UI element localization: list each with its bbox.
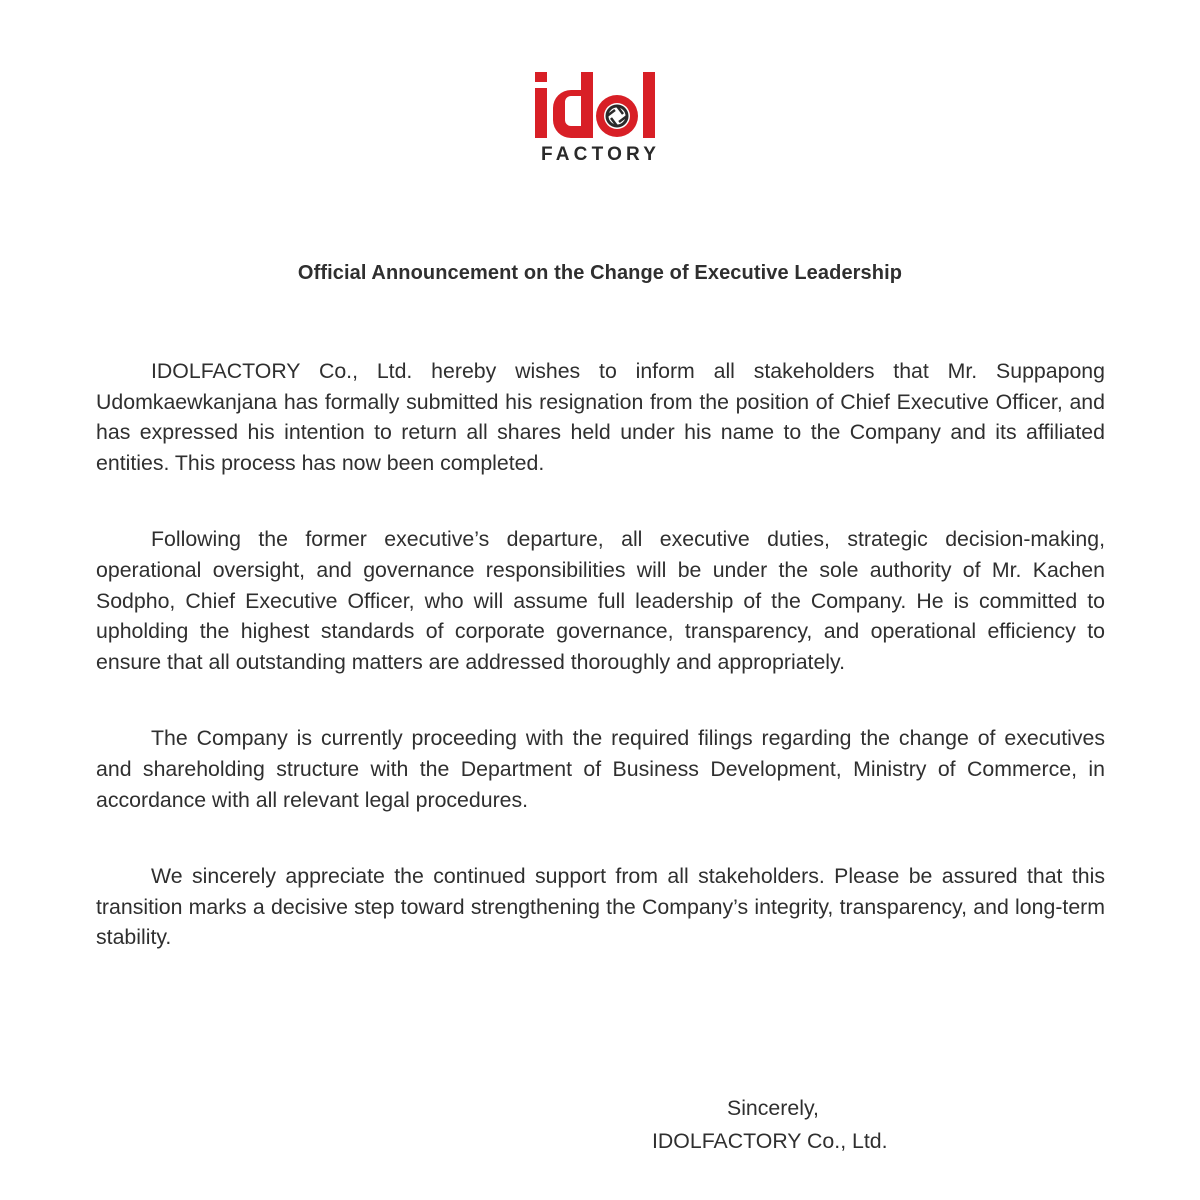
idolfactory-logo-icon (527, 72, 667, 164)
announcement-title: Official Announcement on the Change of Executive Leadership (297, 262, 903, 284)
signatory: IDOLFACTORY Co., Ltd. (652, 1129, 888, 1153)
closing-block (652, 1092, 888, 1158)
paragraph-leadership: Following the former executive’s departure, all executive duties, strategic decision-making, operational oversight, and governance responsibilities will be under the sole authority of Mr. Kachen Sodpho, Chief Executive Officer, who will assume full leadership of the Company. He is committed to upholding the highest standards of corporate governance, transparency, and operational efficiency to ensure that all outstanding matters are addressed thoroughly and appropriately. (96, 527, 1105, 674)
svg-text:FACTORY: FACTORY (541, 144, 661, 164)
paragraph-resignation: IDOLFACTORY Co., Ltd. hereby wishes to inform all stakeholders that Mr. Suppapong Udomkaewkanjana has formally submitted his resignation from the position of Chief Executive Officer, and has expressed his intention to return all shares held under his name to the Company and its affiliated entities. This process has now been completed. (96, 359, 1105, 475)
company-logo (527, 72, 667, 164)
paragraph-filings: The Company is currently proceeding with the required filings regarding the change of executives and shareholding structure with the Department of Business Development, Ministry of Commerce, in accordance with all relevant legal procedures. (96, 726, 1105, 812)
announcement-body (96, 356, 1105, 999)
valediction: Sincerely, (727, 1096, 819, 1120)
paragraph-appreciation: We sincerely appreciate the continued support from all stakeholders. Please be assured that this transition marks a decisive step toward strengthening the Company’s integrity, transparency, and long-term stability. (96, 864, 1105, 950)
